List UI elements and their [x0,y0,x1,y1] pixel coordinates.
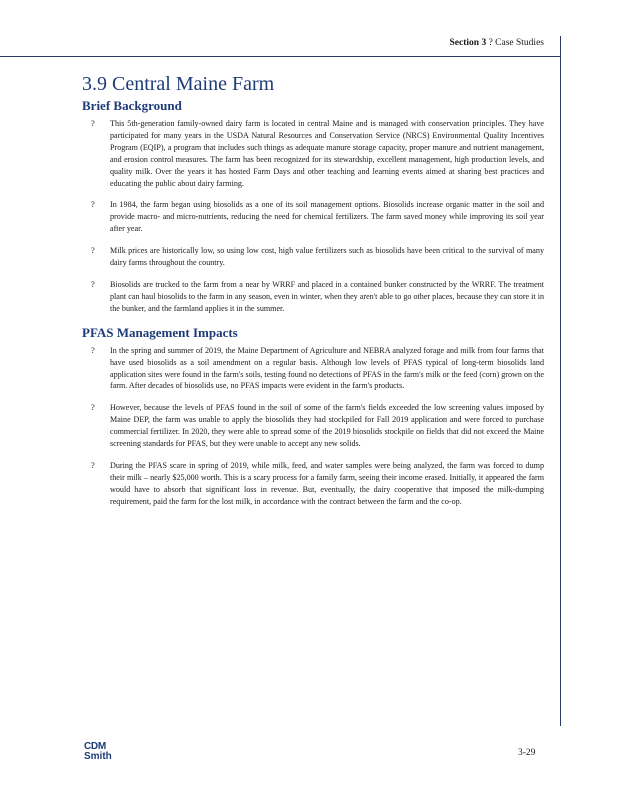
list-item [82,279,544,315]
logo-bottom-text: Smith [84,751,112,762]
list-item [82,199,544,235]
list-item-text: Biosolids are trucked to the farm from a near by WRRF and placed in a contained bunker constructed by the WRRF. The treatment plant can haul biosolids to the farm in any season, even in winter, when they aren't able to go other places, because they can store it in the bunker, and the farmland applies it in the summer. [110,279,544,313]
pfas-bullet-list [82,345,544,508]
list-item-text: Milk prices are historically low, so using low cost, high value fertilizers such as biosolids have been critical to the survival of many dairy farms throughout the country. [110,246,544,268]
section-label: Section 3 [449,38,487,48]
background-bullet-list [82,118,544,315]
page-number: 3-29 [518,748,536,758]
list-item [82,402,544,450]
section-heading-background: Brief Background [82,98,182,113]
bullet-icon: ? [91,344,95,355]
page-content [82,72,544,518]
list-item [82,118,544,189]
logo-top-text: CDM [84,741,106,752]
page-header [0,36,560,56]
section-title: Case Studies [495,38,544,48]
bullet-icon: ? [91,459,95,470]
bullet-icon: ? [91,402,95,413]
header-text [450,38,544,48]
bullet-icon: ? [91,278,95,289]
bullet-icon: ? [91,199,95,210]
page-title: 3.9 Central Maine Farm [82,73,275,95]
company-logo [84,742,112,762]
list-item-text: However, because the levels of PFAS found in the soil of some of the farm's fields exceeded the low screening values imposed by Maine DEP, the farm was unable to apply the biosolids they had stockpiled for Fall 2019 application and were forced to purchase commercial fertilizer. In 2020, they were able to spread some of the 2019 biosolids stockpile on fields that did not exceed the Maine screening standards for PFAS, but they were unable to accept any new solids. [110,403,544,449]
bullet-icon: ? [91,245,95,256]
bullet-icon: ? [91,118,95,128]
list-item-text: In 1984, the farm began using biosolids as a one of its soil management options. Biosolids increase organic matter in the soil and provide macro- and micro-nutrients, reducing the need for chemical fertilizers. The farm saved money while improving its soil year after year. [110,200,544,234]
header-separator: ? [488,38,493,48]
list-item [82,460,544,508]
list-item-text: In the spring and summer of 2019, the Maine Department of Agriculture and NEBRA analyzed forage and milk from four farms that have used biosolids as a soil amendment on a regular basis. Although low levels of PFAS typical of long-term biosolids land application sites were found in the farm's soils, testing found no detections of PFAS in the farm's milk or the feed (corn) grown on the farm. After decades of biosolids use, no PFAS impacts were evident in the farm's products. [110,345,544,391]
list-item-text: This 5th-generation family-owned dairy farm is located in central Maine and is managed with conservation principles. They have participated for many years in the USDA Natural Resources and Conservation Service (NRCS) Environmental Quality Incentives Program (EQIP), a program that includes such things as adequate manure storage capacity, proper manure and nutrient management, and erosion control measures. The farm has been recognized for its stewardship, excellent management, high production levels, and quality milk. Over the years it has hosted Farm Days and other teaching and learning events aimed at sharing best practices and educating the public about dairy farming. [110,119,544,188]
header-divider [0,56,560,57]
section-heading-pfas: PFAS Management Impacts [82,324,238,340]
list-item [82,245,544,269]
list-item [82,345,544,393]
list-item-text: During the PFAS scare in spring of 2019, while milk, feed, and water samples were being analyzed, the farm was forced to dump their milk – nearly $25,000 worth. This is a scary process for a family farm, seeing their income erased. Initially, it appeared the farm would have to absorb that significant loss in revenue. But, eventually, the dairy cooperative that imposed the milk-dumping requirement, paid the farm for the lost milk, in accordance with the contract between the farm and the co-op. [110,460,544,506]
margin-rule [560,36,561,726]
